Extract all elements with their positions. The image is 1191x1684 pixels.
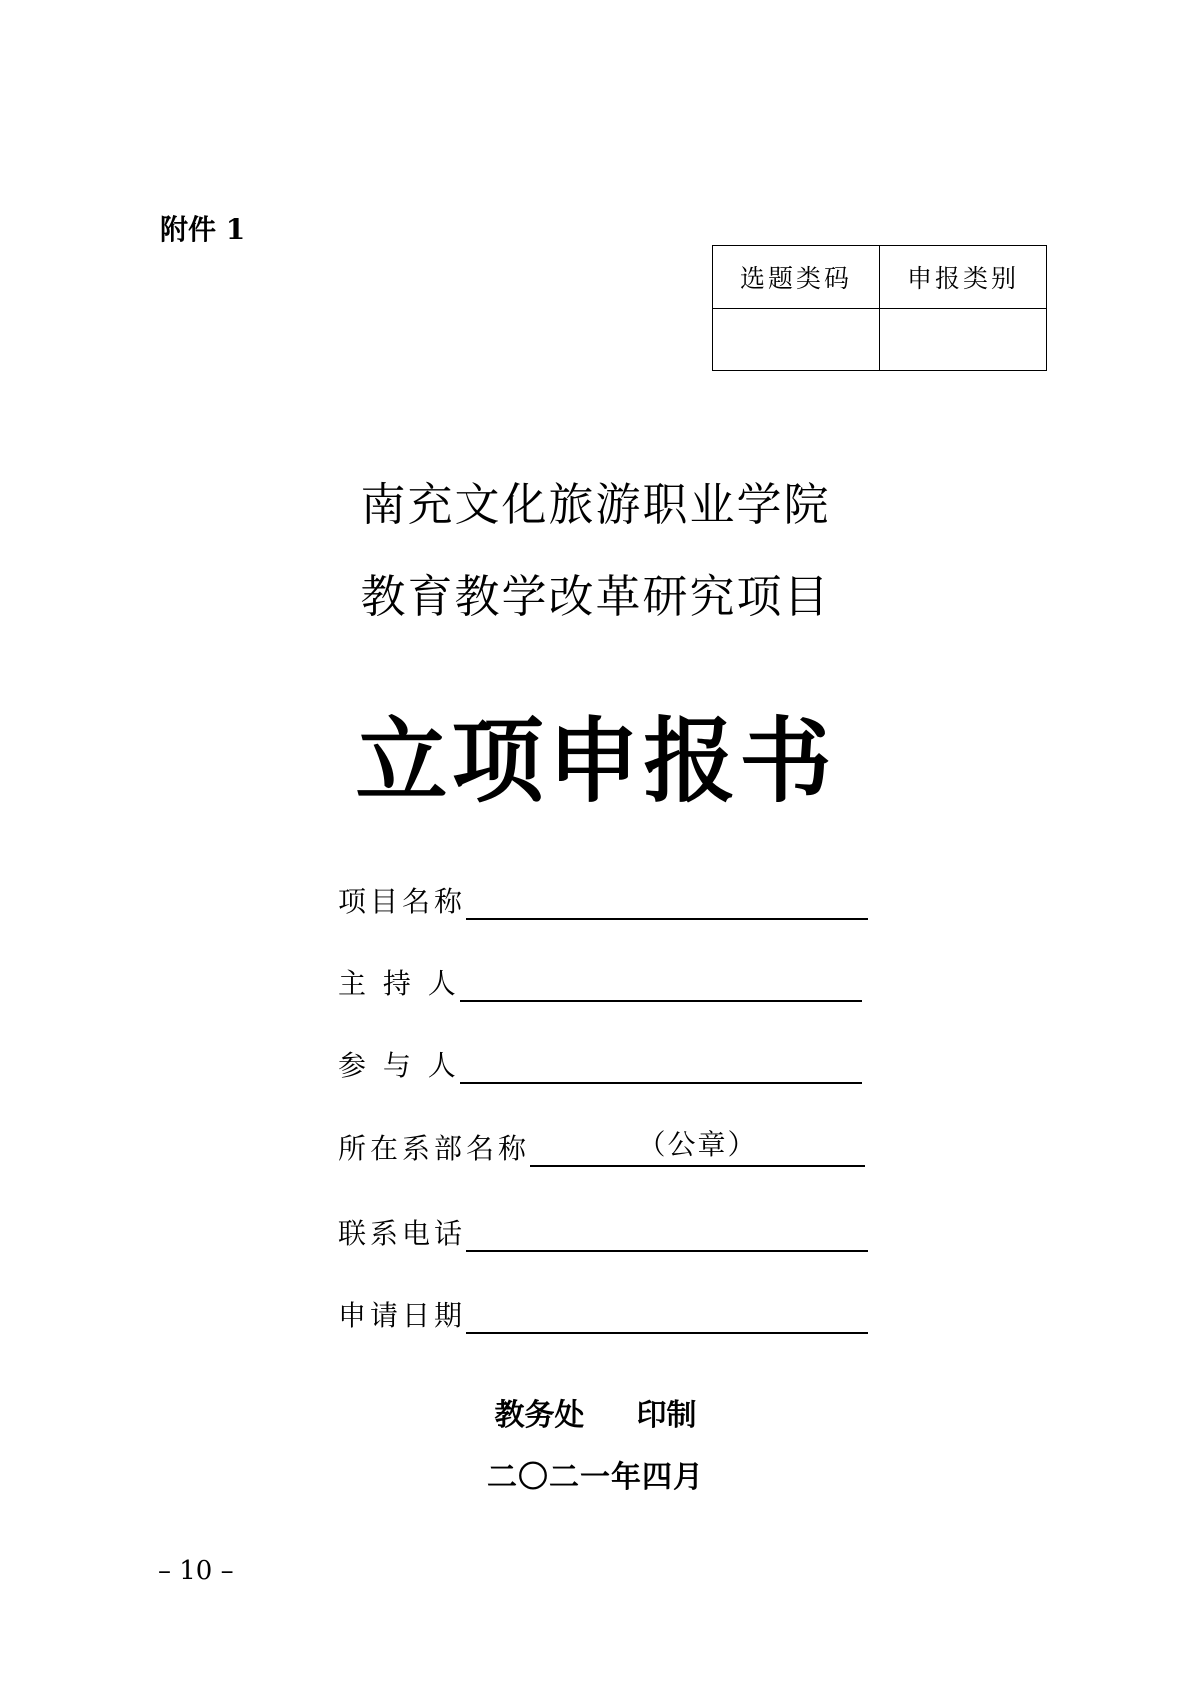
page-number: – 10 – — [158, 1556, 234, 1586]
code-table-header-category: 申报类别 — [880, 246, 1047, 309]
phone-label: 联系电话 — [338, 1217, 467, 1250]
code-table-header-topic-code: 选题类码 — [713, 246, 880, 309]
department-seal-note: （公章） — [637, 1128, 758, 1161]
project-type-title: 教育教学改革研究项目 — [360, 570, 831, 623]
code-table — [712, 245, 1047, 371]
application-date-label: 申请日期 — [338, 1299, 467, 1332]
department-field — [338, 1127, 865, 1167]
application-date-input[interactable] — [466, 1298, 868, 1334]
project-name-input[interactable] — [466, 884, 868, 920]
application-date-field — [338, 1294, 868, 1334]
printer-line — [0, 1390, 1191, 1434]
project-name-label: 项目名称 — [338, 885, 467, 918]
college-name: 南充文化旅游职业学院 — [360, 478, 831, 531]
participant-input[interactable] — [460, 1048, 862, 1084]
office-name: 教务处 — [494, 1398, 585, 1433]
participant-field — [338, 1044, 862, 1084]
participant-label: 参 与 人 — [338, 1049, 460, 1082]
topic-code-cell[interactable] — [713, 309, 880, 371]
phone-field — [338, 1212, 868, 1252]
issue-date: 二〇二一年四月 — [487, 1460, 704, 1495]
attachment-label: 附件 1 — [160, 213, 246, 246]
department-label: 所在系部名称 — [338, 1132, 531, 1165]
project-name-field — [338, 880, 868, 920]
print-label: 印制 — [636, 1398, 697, 1433]
document-title: 立项申报书 — [355, 707, 836, 815]
department-input[interactable] — [530, 1128, 865, 1167]
host-input[interactable] — [460, 966, 862, 1002]
category-cell[interactable] — [880, 309, 1047, 371]
host-label: 主 持 人 — [338, 967, 460, 1000]
phone-input[interactable] — [466, 1216, 868, 1252]
host-field — [338, 962, 862, 1002]
